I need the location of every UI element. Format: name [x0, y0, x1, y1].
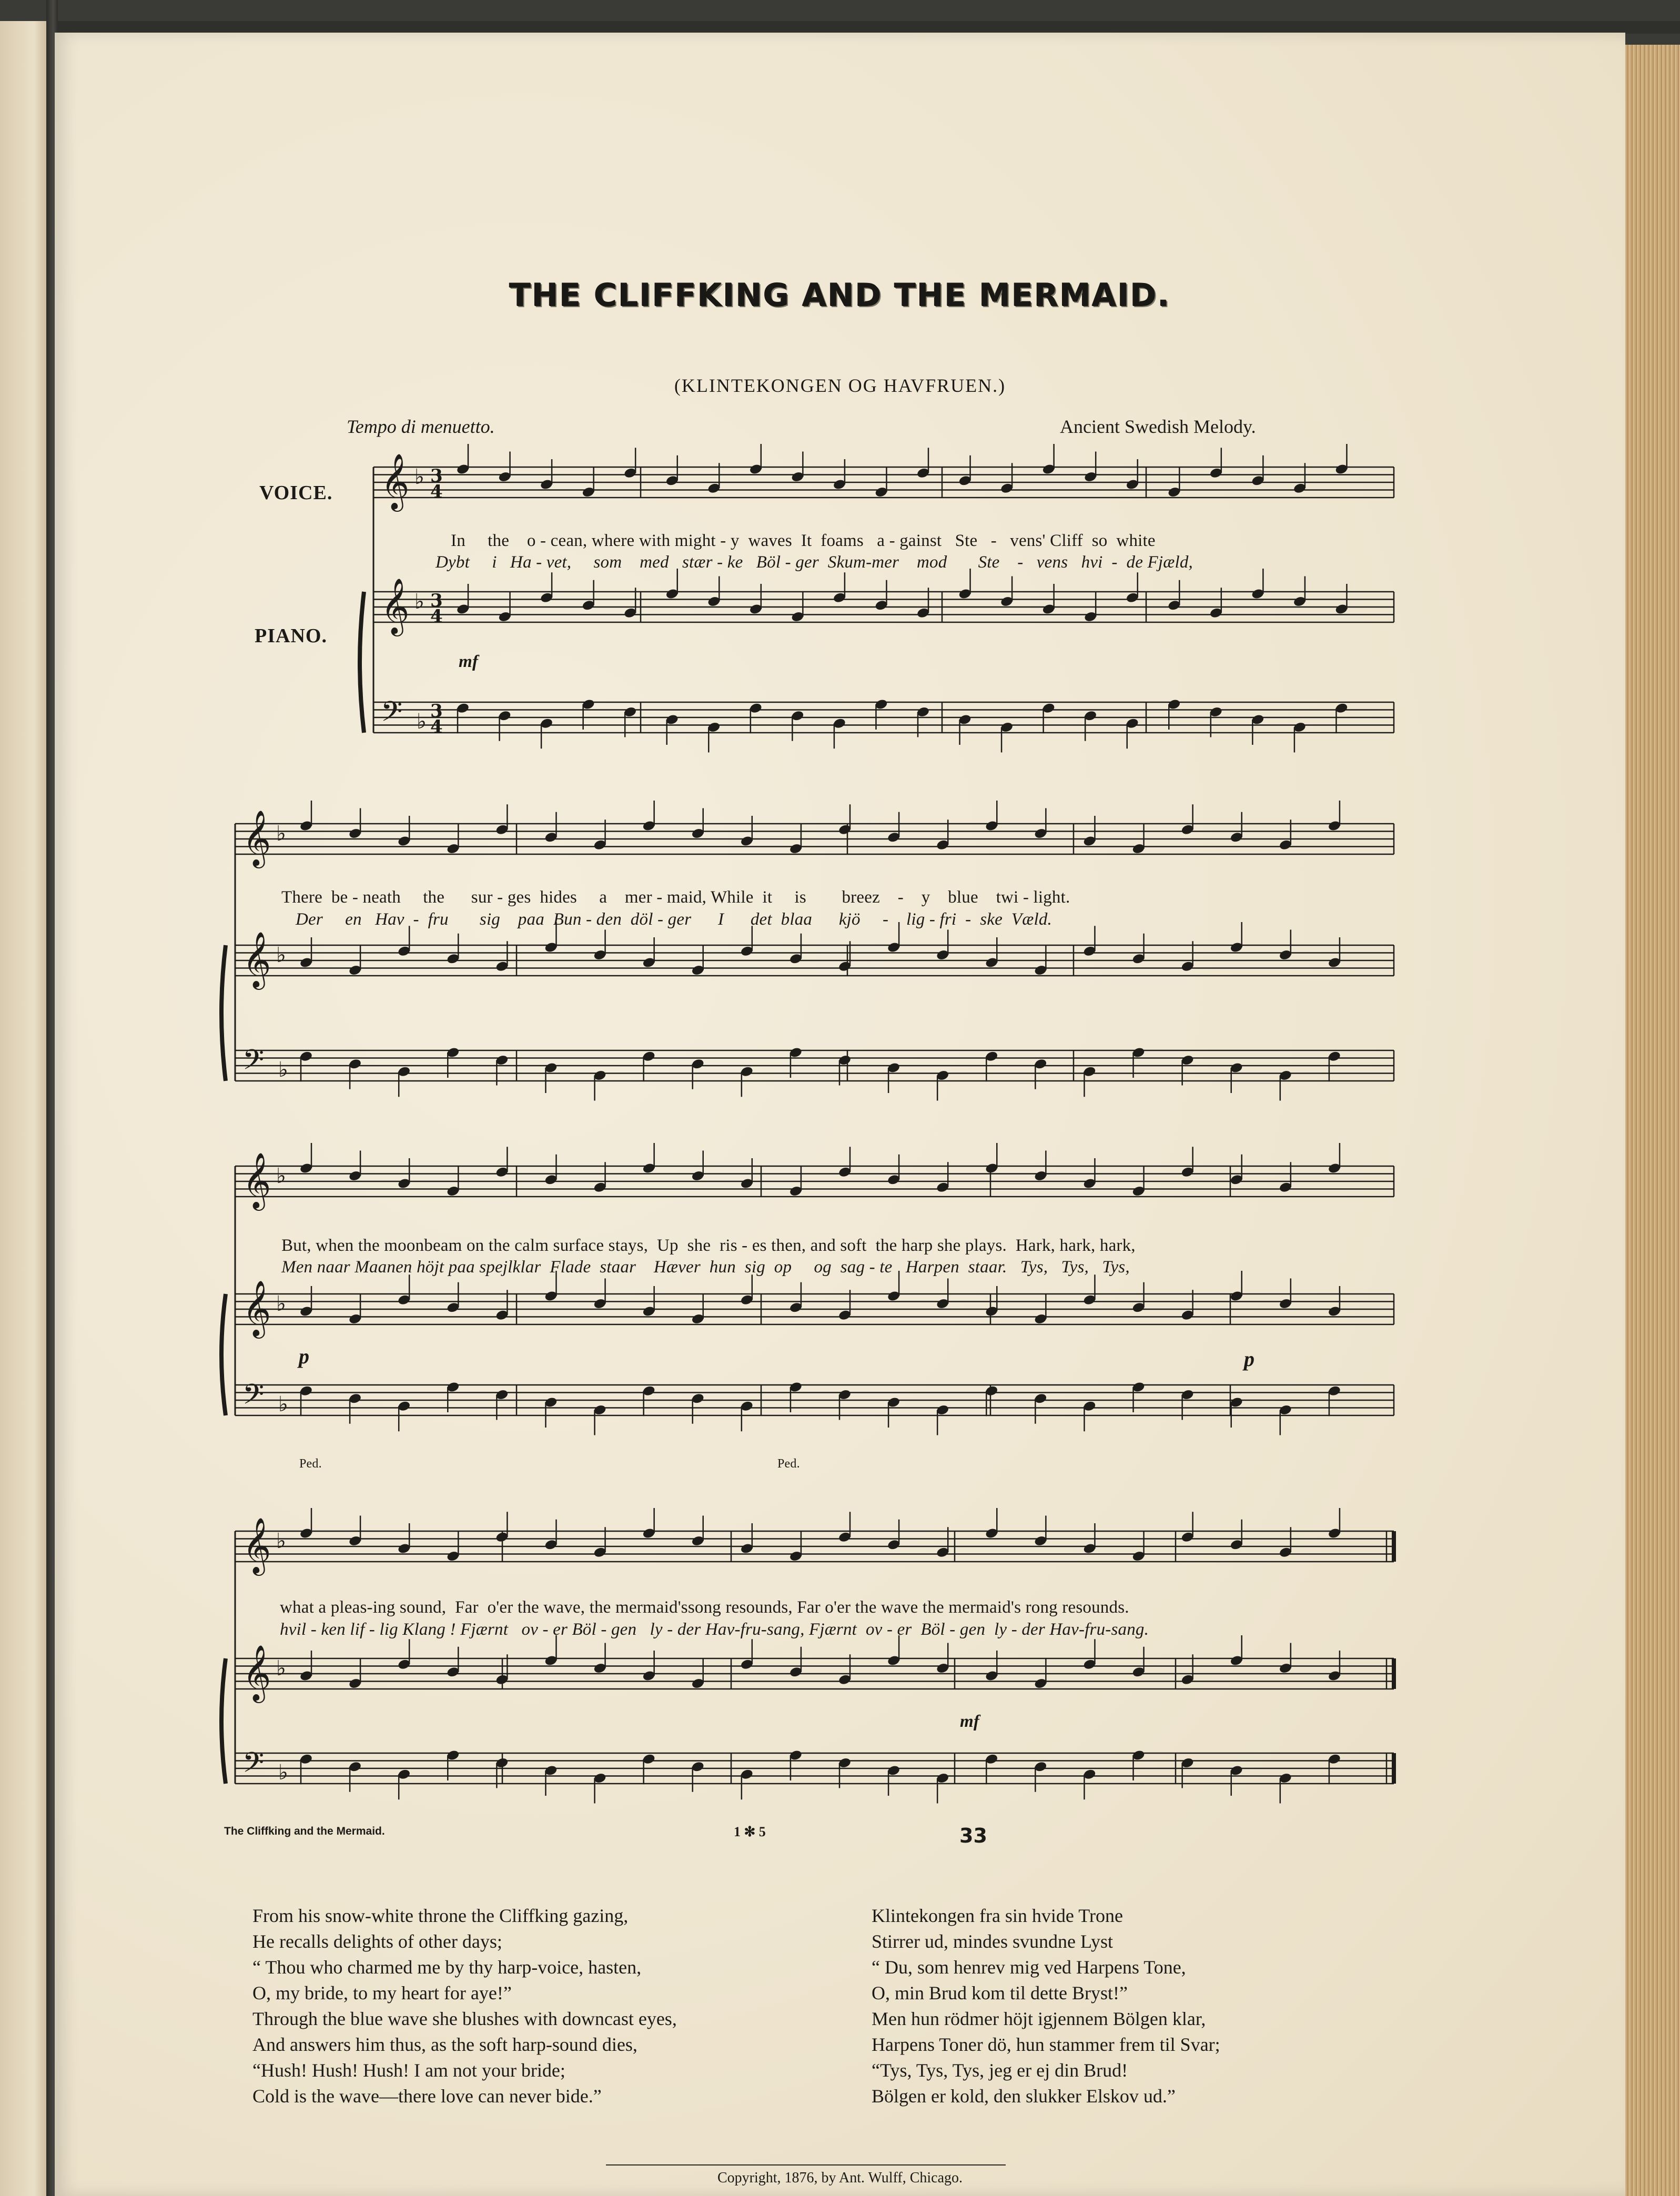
treble-clef-icon: 𝄞 — [381, 453, 410, 509]
verse-line: Men hun rödmer höjt igjennem Bölgen klar, — [872, 2008, 1206, 2029]
flat-key-signature-icon: ♭ — [276, 1656, 286, 1681]
verse-line: Cold is the wave—there love can never bide.” — [252, 2086, 602, 2107]
song-subtitle: (KLINTEKONGEN OG HAVFRUEN.) — [674, 375, 1006, 396]
flat-key-signature-icon: ♭ — [414, 465, 424, 489]
flat-key-signature-icon: ♭ — [278, 1760, 288, 1785]
verse-line: “ Du, som henrev mig ved Harpens Tone, — [872, 1957, 1186, 1978]
flat-key-signature-icon: ♭ — [414, 590, 424, 614]
verse-line: From his snow-white throne the Cliffking gazing, — [252, 1905, 629, 1926]
lyric-danish-system-4: hvil - ken lif - lig Klang ! Fjærnt ov - er Böl - gen ly - der Hav-fru-sang, Fjærnt ov - er Böl - gen ly - der Hav-fru-sang. — [280, 1620, 1149, 1639]
verse-line: Harpens Toner dö, hun stammer frem til Svar; — [872, 2034, 1220, 2055]
verse-line: Stirrer ud, mindes svundne Lyst — [872, 1931, 1113, 1952]
time-signature-icon: 3 — [430, 465, 443, 487]
clefs — [242, 453, 443, 1786]
verse-line: Klintekongen fra sin hvide Trone — [872, 1905, 1123, 1926]
piano-brace-icon — [360, 592, 364, 733]
verse-english — [252, 1903, 677, 2109]
flat-key-signature-icon: ♭ — [276, 1529, 286, 1553]
piano-brace-icon — [221, 1658, 226, 1784]
verse-line: O, min Brud kom til dette Bryst!” — [872, 1982, 1128, 2003]
verse-line: Through the blue wave she blushes with downcast eyes, — [252, 2008, 677, 2029]
time-signature-icon: 4 — [430, 716, 443, 737]
song-title: THE CLIFFKING AND THE MERMAID. — [509, 277, 1171, 314]
flat-key-signature-icon: ♭ — [276, 943, 286, 967]
pedal-marking-1: Ped. — [299, 1457, 322, 1471]
treble-clef-icon: 𝄞 — [242, 1517, 271, 1573]
verse-line: He recalls delights of other days; — [252, 1931, 502, 1952]
time-signature-icon: 4 — [430, 606, 443, 627]
piano-label: PIANO. — [255, 625, 327, 647]
time-signature-icon: 4 — [430, 481, 443, 502]
piano-brace-icon — [221, 1294, 226, 1415]
flat-key-signature-icon: ♭ — [276, 822, 286, 846]
verse-line: And answers him thus, as the soft harp-sound dies, — [252, 2034, 637, 2055]
time-signature-icon: 3 — [430, 590, 443, 611]
verse-line: “Hush! Hush! Hush! I am not your bride; — [252, 2060, 565, 2081]
piano-brace-icon — [221, 945, 226, 1081]
composer-credit: Ancient Swedish Melody. — [1060, 416, 1256, 437]
pedal-marking-2: Ped. — [777, 1457, 800, 1471]
printer-signature-mark: 1 ✻ 5 — [734, 1824, 766, 1839]
lyric-danish-system-2: Der en Hav - fru sig paa Bun - den döl - ger I det blaa kjö - lig - fri - ske Væld. — [296, 910, 1052, 929]
verse-danish — [872, 1903, 1220, 2109]
copyright-notice: Copyright, 1876, by Ant. Wulff, Chicago. — [717, 2170, 963, 2186]
verse-line: Bölgen er kold, den slukker Elskov ud.” — [872, 2086, 1176, 2107]
verse-line: “Tys, Tys, Tys, jeg er ej din Brud! — [872, 2060, 1128, 2081]
treble-clef-icon: 𝄞 — [381, 578, 410, 634]
bass-clef-icon: 𝄢 — [381, 696, 403, 735]
flat-key-signature-icon: ♭ — [276, 1292, 286, 1316]
staff-lines — [235, 467, 1394, 1784]
dynamic-p-2: p — [1244, 1347, 1255, 1371]
flat-key-signature-icon: ♭ — [417, 710, 427, 734]
treble-clef-icon: 𝄞 — [242, 1644, 271, 1701]
treble-clef-icon: 𝄞 — [242, 1152, 271, 1208]
lyric-danish-system-1: Dybt i Ha - vet, som med stær - ke Böl - ger Skum-mer mod Ste - vens hvi - de Fjæld, — [436, 553, 1193, 572]
bass-clef-icon: 𝄢 — [242, 1044, 265, 1083]
copyright-rule — [606, 2164, 1006, 2165]
lyric-english-system-4: what a pleas-ing sound, Far o'er the wave, the mermaid'ssong resounds, Far o'er the wave the mermaid's rong resounds. — [280, 1598, 1129, 1617]
footer-short-title: The Cliffking and the Mermaid. — [224, 1825, 385, 1837]
lyric-danish-system-3: Men naar Maanen höjt paa spejlklar Flade staar Hæver hun sig op og sag - te Harpen staar. Tys, Tys, Tys, — [281, 1258, 1130, 1277]
flat-key-signature-icon: ♭ — [276, 1164, 286, 1188]
barlines — [221, 467, 1394, 1784]
lyric-english-system-2: There be - neath the sur - ges hides a mer - maid, While it is breez - y blue twi - light. — [281, 888, 1070, 907]
lyric-english-system-3: But, when the moonbeam on the calm surface stays, Up she ris - es then, and soft the harp she plays. Hark, hark, hark, — [281, 1236, 1136, 1255]
flat-key-signature-icon: ♭ — [278, 1392, 288, 1416]
verse-line: O, my bride, to my heart for aye!” — [252, 1982, 512, 2003]
page-number: 33 — [959, 1824, 987, 1847]
voice-label: VOICE. — [259, 482, 333, 504]
verse-line: “ Thou who charmed me by thy harp-voice, hasten, — [252, 1957, 642, 1978]
lyric-english-system-1: In the o - cean, where with might - y waves It foams a - gainst Ste - vens' Cliff so white — [451, 531, 1156, 550]
flat-key-signature-icon: ♭ — [278, 1058, 288, 1082]
dynamic-mf-1: mf — [459, 652, 479, 671]
bass-clef-icon: 𝄢 — [242, 1747, 265, 1786]
time-signature-icon: 3 — [430, 701, 443, 722]
treble-clef-icon: 𝄞 — [242, 809, 271, 866]
dynamic-p-1: p — [299, 1344, 310, 1368]
dynamic-mf-2: mf — [960, 1712, 980, 1731]
bass-clef-icon: 𝄢 — [242, 1379, 265, 1418]
treble-clef-icon: 𝄞 — [242, 1280, 271, 1336]
treble-clef-icon: 𝄞 — [242, 931, 271, 987]
tempo-marking: Tempo di menuetto. — [347, 416, 495, 437]
